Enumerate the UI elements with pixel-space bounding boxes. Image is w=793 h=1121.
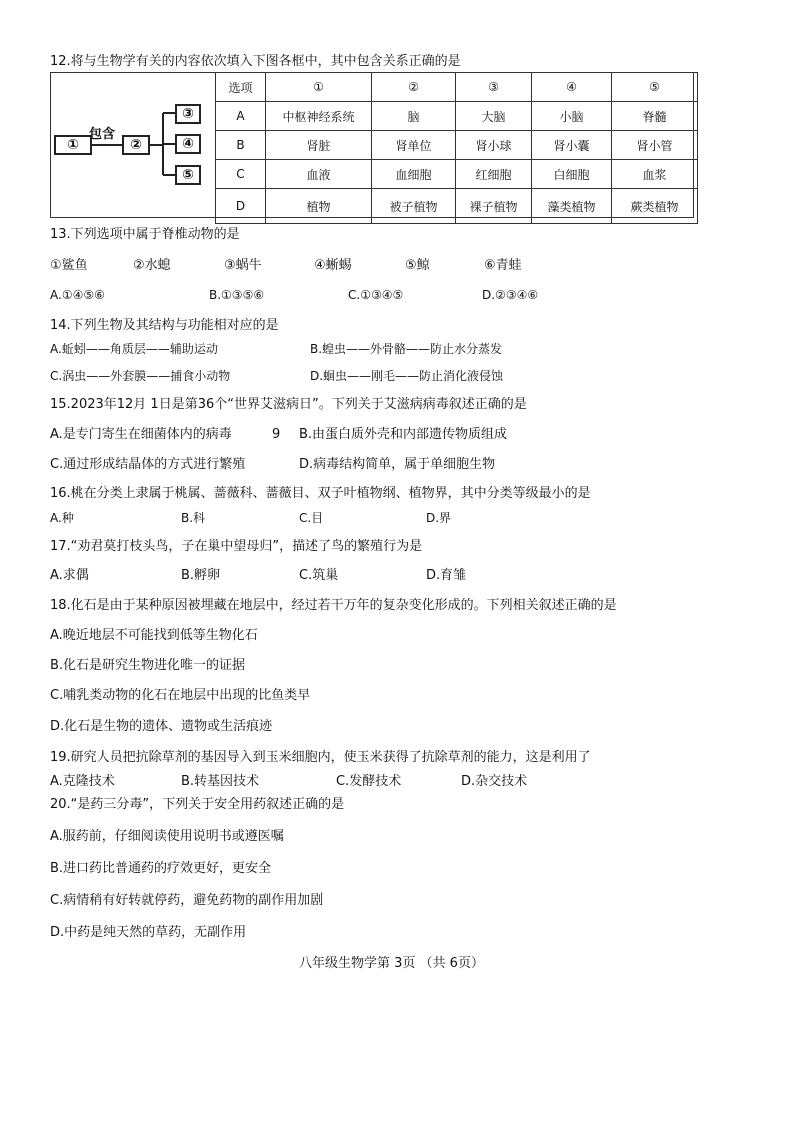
table-cell: A	[216, 102, 266, 131]
page-footer: 八年级生物学第 3页 （共 6页）	[299, 956, 484, 971]
table-header-cell: ③	[456, 73, 532, 102]
q13-item: ⑤鲸	[405, 258, 430, 273]
q13-item: ②水螅	[133, 258, 171, 273]
q18-option-a: A.晚近地层不可能找到低等生物化石	[50, 628, 258, 643]
q18-option-b: B.化石是研究生物进化唯一的证据	[50, 658, 246, 673]
table-cell: 裸子植物	[456, 189, 532, 224]
q20-option-b: B.进口药比普通药的疗效更好，更安全	[50, 861, 272, 876]
table-header-row	[216, 73, 698, 102]
q13-option-b: B.①③⑤⑥	[209, 288, 265, 302]
table-header-cell: ⑤	[612, 73, 698, 102]
q12-box-1: ①	[54, 135, 92, 155]
q12-options-table	[215, 72, 698, 224]
table-header-cell: 选项	[216, 73, 266, 102]
table-cell: 蕨类植物	[612, 189, 698, 224]
table-cell: B	[216, 131, 266, 160]
q16-option-c: C.目	[299, 511, 324, 525]
q12-box-3: ③	[175, 104, 201, 124]
q15-option-c: C.通过形成结晶体的方式进行繁殖	[50, 457, 246, 472]
table-cell: 藻类植物	[532, 189, 612, 224]
q14-option-c: C.涡虫——外套膜——捕食小动物	[50, 369, 231, 383]
q19-question: 19.研究人员把抗除草剂的基因导入到玉米细胞内，使玉米获得了抗除草剂的能力，这是利用了	[50, 750, 591, 765]
q12-box-4: ④	[175, 134, 201, 154]
table-header-cell: ①	[266, 73, 372, 102]
q15-option-a: A.是专门寄生在细菌体内的病毒	[50, 427, 232, 442]
table-cell: 肾小管	[612, 131, 698, 160]
table-cell: 肾小球	[456, 131, 532, 160]
table-cell: 脊髓	[612, 102, 698, 131]
table-row	[216, 189, 698, 224]
table-row	[216, 131, 698, 160]
q12-inclusion-diagram	[50, 72, 215, 218]
q13-option-d: D.②③④⑥	[482, 288, 539, 302]
table-row	[216, 160, 698, 189]
table-cell: 血细胞	[372, 160, 456, 189]
q14-option-b: B.蝗虫——外骨骼——防止水分蒸发	[310, 342, 503, 356]
table-cell: 血浆	[612, 160, 698, 189]
q17-option-b: B.孵卵	[181, 568, 221, 583]
q15-stray-mark: 9	[272, 427, 281, 442]
q13-item: ①鲨鱼	[50, 258, 88, 273]
table-cell: 红细胞	[456, 160, 532, 189]
q12-box-2: ②	[122, 135, 150, 155]
q19-option-b: B.转基因技术	[181, 774, 260, 789]
q13-option-a: A.①④⑤⑥	[50, 288, 105, 302]
q17-option-d: D.育雏	[426, 568, 467, 583]
table-cell: 脑	[372, 102, 456, 131]
q13-question: 13.下列选项中属于脊椎动物的是	[50, 227, 240, 242]
q18-option-d: D.化石是生物的遗体、遗物或生活痕迹	[50, 719, 273, 734]
q19-option-d: D.杂交技术	[461, 774, 528, 789]
q17-option-c: C.筑巢	[299, 568, 339, 583]
q15-question: 15.2023年12月 1日是第36个“世界艾滋病日”。下列关于艾滋病病毒叙述正确的是	[50, 397, 527, 412]
q13-item: ③蜗牛	[224, 258, 262, 273]
table-cell: 小脑	[532, 102, 612, 131]
q12-contains-label: 包含	[89, 127, 116, 142]
table-header-cell: ④	[532, 73, 612, 102]
q18-question: 18.化石是由于某种原因被埋藏在地层中，经过若干万年的复杂变化形成的。下列相关叙述正确的是	[50, 598, 617, 613]
q20-option-a: A.服药前，仔细阅读使用说明书或遵医嘱	[50, 829, 284, 844]
table-cell: D	[216, 189, 266, 224]
table-cell: 白细胞	[532, 160, 612, 189]
q14-option-a: A.蚯蚓——角质层——辅助运动	[50, 342, 218, 356]
q16-option-b: B.科	[181, 511, 206, 525]
q16-option-d: D.界	[426, 511, 452, 525]
q17-question: 17.“劝君莫打枝头鸟，子在巢中望母归”，描述了鸟的繁殖行为是	[50, 539, 423, 554]
q20-option-d: D.中药是纯天然的草药，无副作用	[50, 925, 247, 940]
q14-option-d: D.蛔虫——刚毛——防止消化液侵蚀	[310, 369, 504, 383]
table-cell: C	[216, 160, 266, 189]
q16-question: 16.桃在分类上隶属于桃属、蔷薇科、蔷薇目、双子叶植物纲、植物界，其中分类等级最小的是	[50, 486, 591, 501]
table-cell: 血液	[266, 160, 372, 189]
q13-option-c: C.①③④⑤	[348, 288, 404, 302]
q14-question: 14.下列生物及其结构与功能相对应的是	[50, 318, 279, 333]
table-header-cell: ②	[372, 73, 456, 102]
q15-option-d: D.病毒结构简单，属于单细胞生物	[299, 457, 496, 472]
q17-option-a: A.求偶	[50, 568, 89, 583]
q16-option-a: A.种	[50, 511, 74, 525]
q20-option-c: C.病情稍有好转就停药，避免药物的副作用加剧	[50, 893, 324, 908]
table-cell: 植物	[266, 189, 372, 224]
table-cell: 大脑	[456, 102, 532, 131]
q20-question: 20.“是药三分毒”，下列关于安全用药叙述正确的是	[50, 797, 345, 812]
q19-option-c: C.发酵技术	[336, 774, 402, 789]
q19-option-a: A.克隆技术	[50, 774, 115, 789]
q12-box-5: ⑤	[175, 165, 201, 185]
q12-question: 12.将与生物学有关的内容依次填入下图各框中，其中包含关系正确的是	[50, 54, 461, 69]
q13-item: ⑥青蛙	[484, 258, 522, 273]
table-cell: 肾脏	[266, 131, 372, 160]
table-row	[216, 102, 698, 131]
table-cell: 肾单位	[372, 131, 456, 160]
q15-option-b: B.由蛋白质外壳和内部遗传物质组成	[299, 427, 508, 442]
table-cell: 肾小囊	[532, 131, 612, 160]
q18-option-c: C.哺乳类动物的化石在地层中出现的比鱼类早	[50, 688, 311, 703]
q13-item: ④蜥蜴	[314, 258, 352, 273]
table-cell: 中枢神经系统	[266, 102, 372, 131]
table-cell: 被子植物	[372, 189, 456, 224]
